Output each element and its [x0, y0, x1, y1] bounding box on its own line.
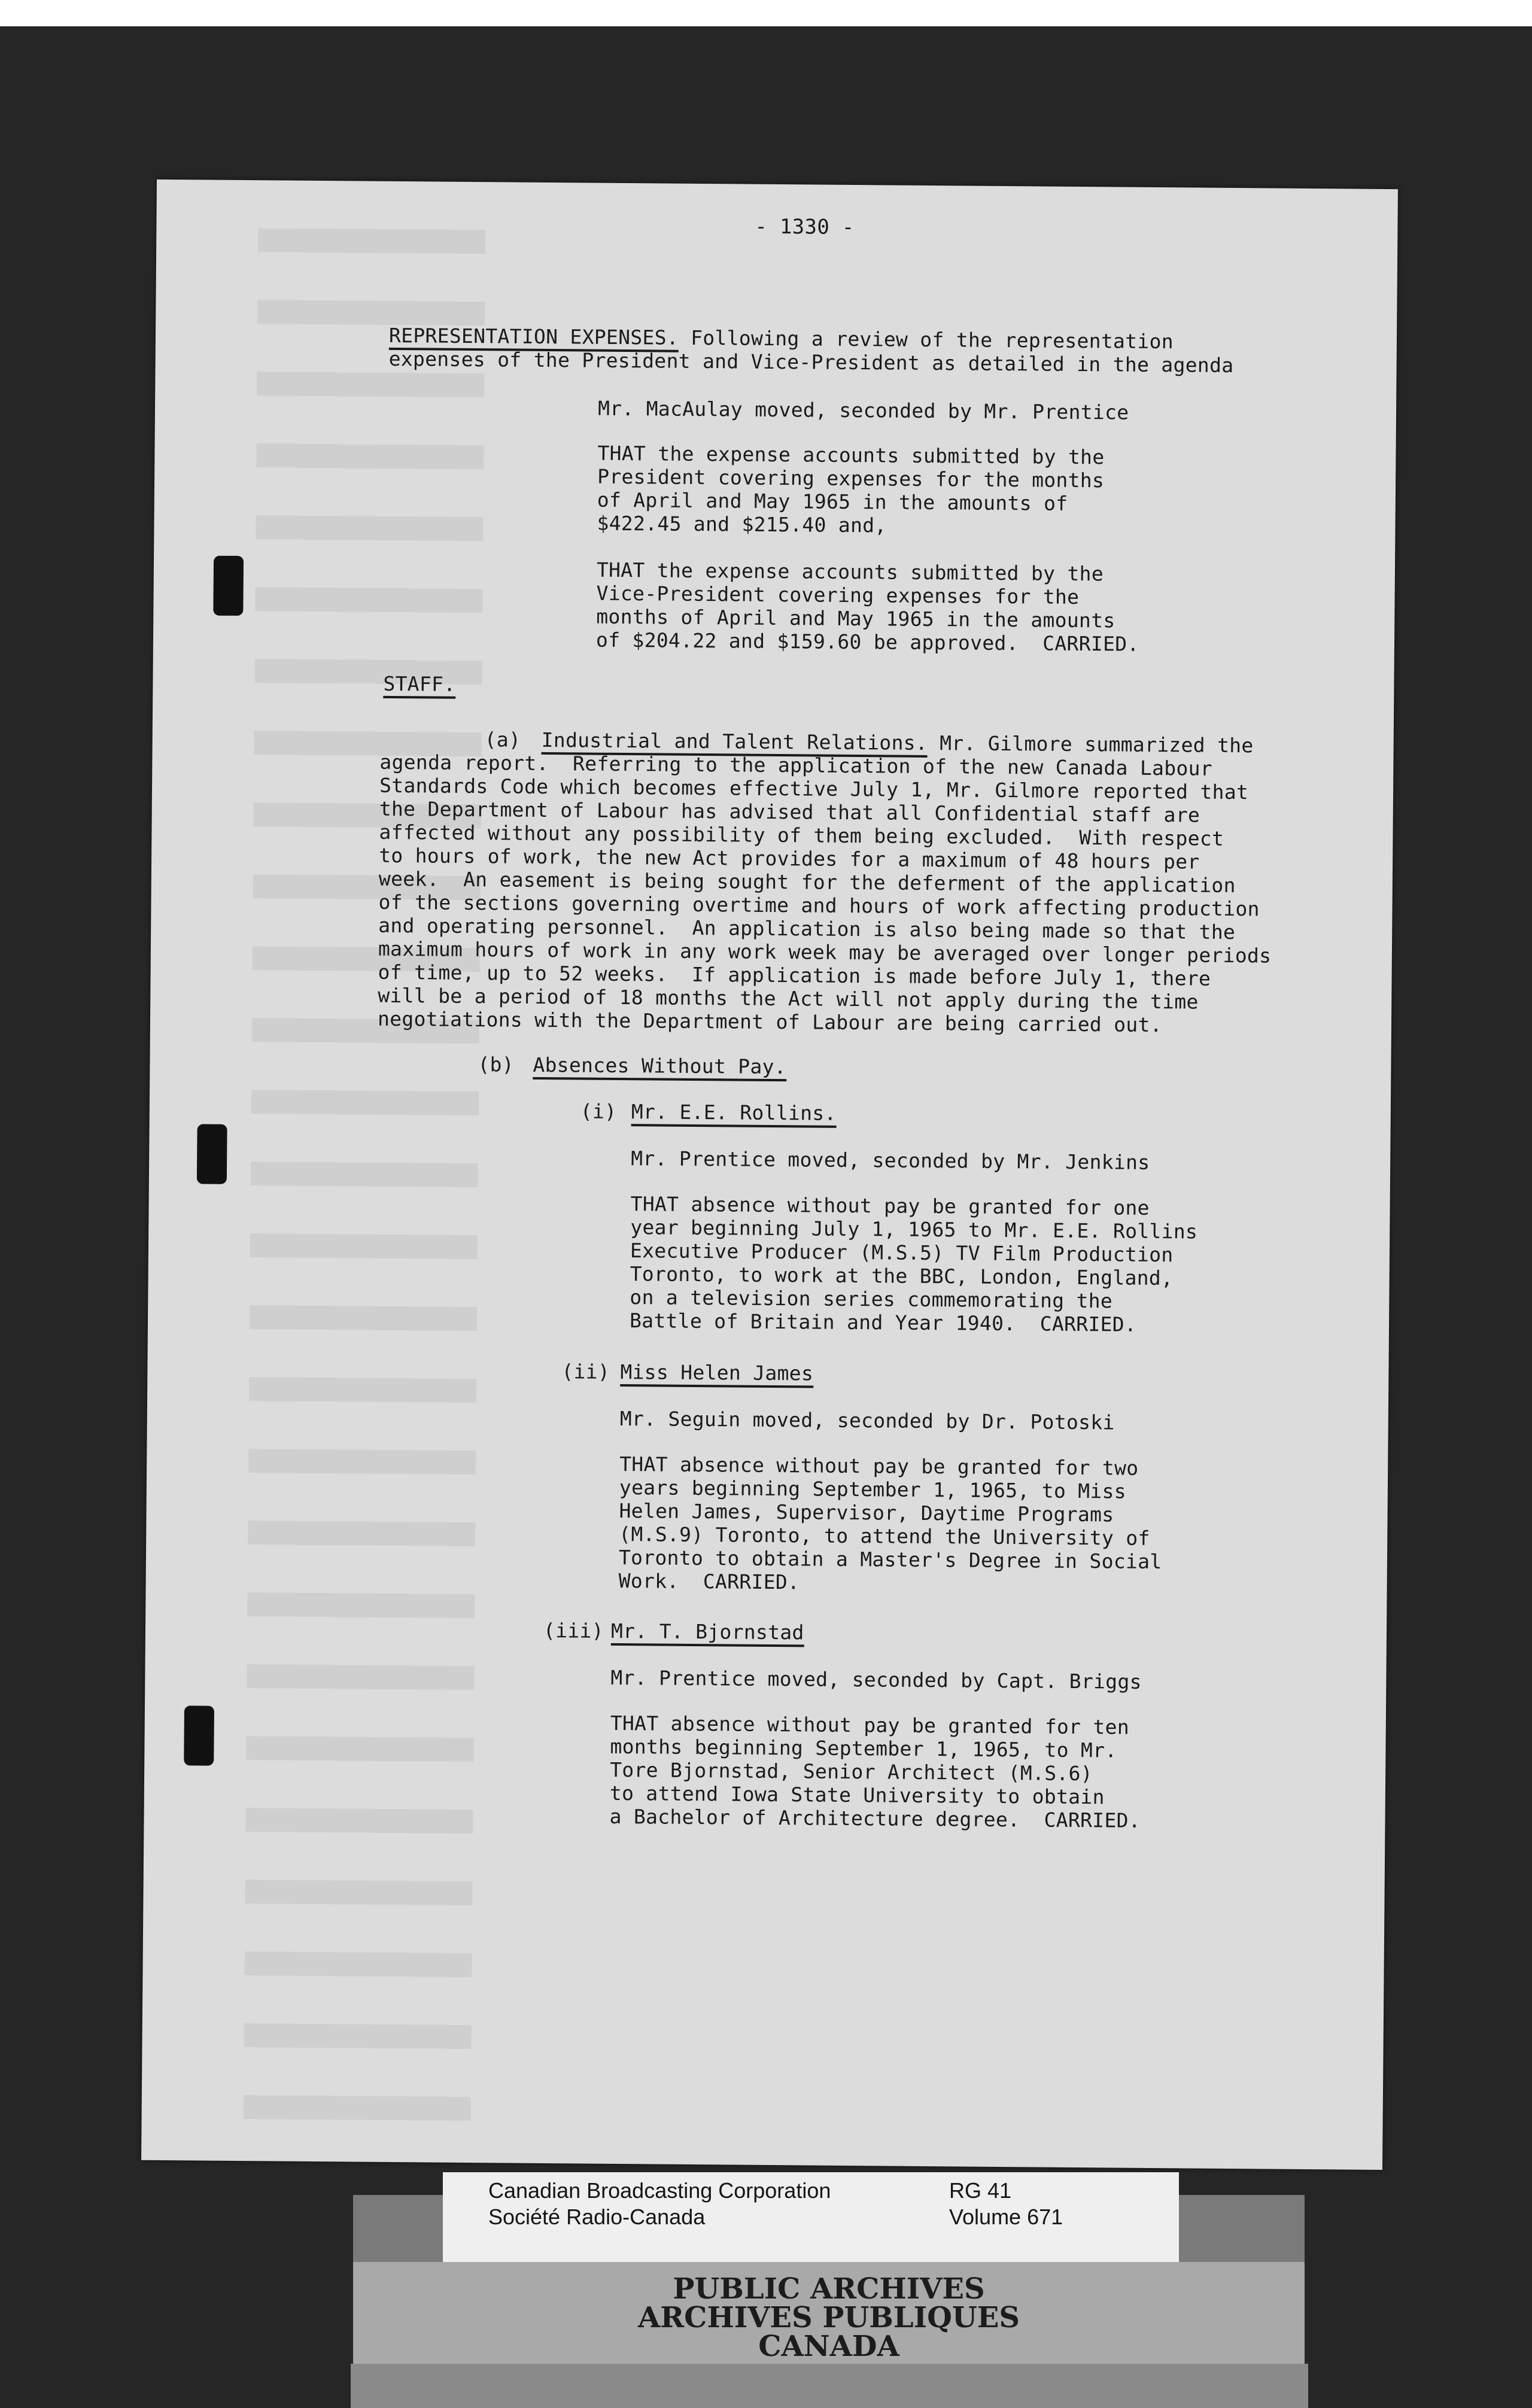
staff-a-paragraph-line: affected without any possibility of them being excluded. With respect — [379, 820, 1224, 850]
staff-ii-resolution-line: Helen James, Supervisor, Daytime Programs — [619, 1498, 1114, 1527]
staff-a-title: Industrial and Talent Relations. — [542, 728, 928, 758]
staff-iii-resolution-line: months beginning September 1, 1965, to Mr. — [610, 1734, 1117, 1762]
staff-a-first-line: Industrial and Talent Relations. Mr. Gilmore summarized the — [541, 728, 1254, 758]
representation-resolution-1-line: President covering expenses for the months — [597, 464, 1105, 492]
punch-hole-middle — [197, 1124, 227, 1184]
page-number: - 1330 - — [755, 214, 855, 240]
staff-a-marker: (a) — [484, 728, 521, 752]
archive-record-group: RG 41 — [949, 2178, 1012, 2203]
staff-b-marker: (b) — [478, 1053, 515, 1077]
staff-ii-resolution-line: (M.S.9) Toronto, to attend the University of — [619, 1522, 1150, 1550]
staff-heading: STAFF. — [383, 672, 455, 696]
archive-label — [443, 2172, 1179, 2262]
staff-i-resolution-line: on a television series commemorating the — [630, 1285, 1113, 1313]
staff-i-resolution-line: Executive Producer (M.S.5) TV Film Production — [630, 1239, 1174, 1267]
staff-ii-resolution-line: Work. CARRIED. — [618, 1568, 800, 1594]
mount-strip-left — [353, 2195, 443, 2262]
representation-resolution-2-line: Vice-President covering expenses for the — [596, 581, 1080, 609]
staff-a-paragraph-line: week. An easement is being sought for the deferment of the application — [378, 866, 1236, 898]
staff-ii-resolution-line: Toronto to obtain a Master's Degree in Social — [618, 1545, 1162, 1574]
staff-iii-resolution-line: a Bachelor of Architecture degree. CARRIED. — [609, 1804, 1141, 1832]
archives-stamp-line: PUBLIC ARCHIVES — [673, 2272, 985, 2306]
representation-resolution-2-line: of $204.22 and $159.60 be approved. CARRIED. — [595, 628, 1139, 656]
staff-iii-resolution-line: to attend Iowa State University to obtain — [609, 1781, 1105, 1809]
staff-ii-marker: (ii) — [561, 1360, 610, 1384]
representation-motion: Mr. MacAulay moved, seconded by Mr. Prentice — [597, 396, 1129, 424]
staff-ii-resolution-line: years beginning September 1, 1965, to Miss — [619, 1475, 1127, 1503]
punch-hole-bottom — [184, 1705, 214, 1765]
staff-a-paragraph-line: of the sections governing overtime and hours of work affecting production — [378, 890, 1260, 921]
staff-i-resolution-line: year beginning July 1, 1965 to Mr. E.E. Rollins — [630, 1215, 1198, 1243]
staff-iii-marker: (iii) — [543, 1619, 604, 1643]
archive-org-fr: Société Radio-Canada — [488, 2205, 706, 2229]
archive-volume: Volume 671 — [949, 2205, 1063, 2229]
staff-i-marker: (i) — [580, 1099, 617, 1123]
staff-i-motion: Mr. Prentice moved, seconded by Mr. Jenkins — [631, 1147, 1150, 1174]
archives-stamp — [353, 2262, 1305, 2364]
staff-i-resolution-line: Battle of Britain and Year 1940. CARRIED. — [629, 1309, 1137, 1336]
representation-resolution-1-line: THAT the expense accounts submitted by the — [597, 441, 1105, 469]
staff-iii-title: Mr. T. Bjornstad — [611, 1619, 804, 1644]
staff-i-resolution-line: THAT absence without pay be granted for one — [630, 1192, 1150, 1220]
mount-strip-right — [1179, 2195, 1305, 2262]
staff-iii-resolution-line: THAT absence without pay be granted for ten — [610, 1711, 1130, 1739]
representation-heading: REPRESENTATION EXPENSES. — [389, 324, 679, 352]
staff-a-paragraph-line: Standards Code which becomes effective July 1, Mr. Gilmore reported that — [379, 773, 1249, 804]
archive-org-en: Canadian Broadcasting Corporation — [488, 2178, 831, 2203]
document-page — [141, 180, 1398, 2170]
representation-resolution-2-line: THAT the expense accounts submitted by the — [596, 558, 1104, 586]
representation-resolution-2-line: months of April and May 1965 in the amounts — [596, 604, 1115, 633]
staff-iii-motion: Mr. Prentice moved, seconded by Capt. Briggs — [610, 1665, 1142, 1693]
archives-stamp-line: ARCHIVES PUBLIQUES — [638, 2301, 1020, 2334]
staff-iii-resolution-line: Tore Bjornstad, Senior Architect (M.S.6) — [610, 1758, 1093, 1786]
staff-a-paragraph-line: maximum hours of work in any work week may be averaged over longer periods — [378, 937, 1272, 968]
staff-i-title: Mr. E.E. Rollins. — [631, 1100, 837, 1125]
staff-ii-title: Miss Helen James — [620, 1360, 813, 1385]
staff-a-paragraph-line: will be a period of 18 months the Act will not apply during the time — [378, 983, 1199, 1014]
representation-intro-line1: REPRESENTATION EXPENSES. Following a review of the representation — [388, 323, 1174, 354]
staff-a-paragraph-line: negotiations with the Department of Labour are being carried out. — [377, 1007, 1163, 1037]
staff-b-title: Absences Without Pay. — [533, 1053, 786, 1078]
staff-a-paragraph-line: agenda report. Referring to the application of the new Canada Labour — [379, 750, 1213, 780]
staff-ii-resolution-line: THAT absence without pay be granted for two — [619, 1452, 1139, 1480]
staff-a-paragraph-line: and operating personnel. An application is also being made so that the — [378, 913, 1236, 944]
staff-i-resolution-line: Toronto, to work at the BBC, London, England, — [630, 1262, 1174, 1290]
bleed-through-shadow — [243, 228, 485, 2145]
bottom-tape — [351, 2364, 1308, 2408]
representation-resolution-1-line: $422.45 and $215.40 and, — [597, 511, 887, 537]
staff-a-paragraph-line: the Department of Labour has advised that all Confidential staff are — [379, 796, 1200, 827]
staff-a-paragraph-line: to hours of work, the new Act provides for a maximum of 48 hours per — [379, 843, 1200, 874]
archives-stamp-line: CANADA — [758, 2330, 899, 2363]
staff-ii-motion: Mr. Seguin moved, seconded by Dr. Potoski — [619, 1406, 1115, 1434]
representation-intro-line2: expenses of the President and Vice-President as detailed in the agenda — [388, 346, 1234, 377]
staff-a-paragraph-line: of time, up to 52 weeks. If application is made before July 1, there — [378, 960, 1211, 990]
punch-hole-top — [213, 556, 244, 616]
representation-resolution-1-line: of April and May 1965 in the amounts of — [597, 488, 1068, 515]
